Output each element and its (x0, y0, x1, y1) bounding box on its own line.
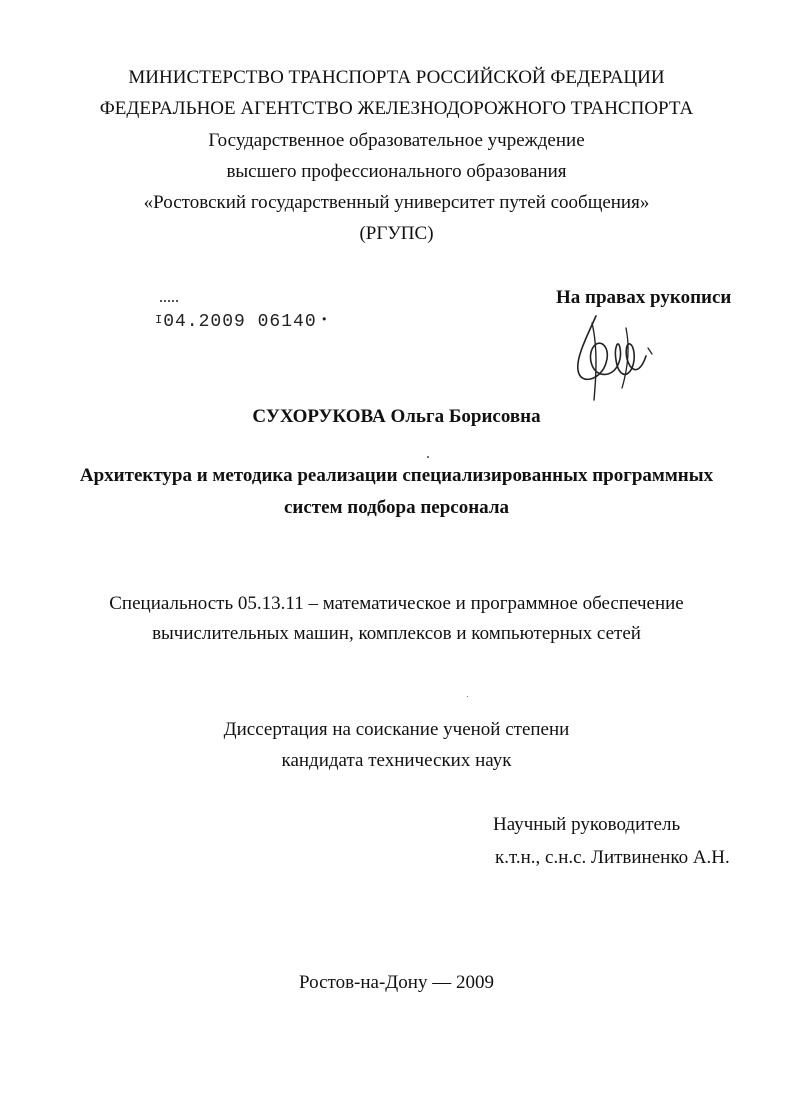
scan-speck (467, 696, 468, 697)
thesis-title-line-2: систем подбора персонала (283, 497, 509, 518)
registration-prefix-mark: I (155, 313, 164, 327)
specialty-line-2: вычислительных машин, комплексов и компьютерных сетей (152, 623, 641, 644)
degree-line-1: Диссертация на соискание ученой степени (223, 719, 570, 740)
place-and-year: Ростов-на-Дону — 2009 (299, 972, 494, 993)
registration-suffix-mark: • (320, 313, 329, 327)
registration-mark (160, 300, 178, 304)
degree-line-2: кандидата технических наук (281, 750, 512, 771)
registration-number (155, 312, 329, 332)
university-name: «Ростовский государственный университет путей сообщения» (143, 192, 650, 213)
supervisor-label: Научный руководитель (493, 814, 681, 835)
thesis-title-line-1: Архитектура и методика реализации специализированных программных (79, 465, 714, 486)
scan-speck (427, 456, 429, 458)
specialty-line-1: Специальность 05.13.11 – математическое и программное обеспечение (109, 593, 684, 614)
university-abbreviation: (РГУПС) (359, 223, 434, 244)
institution-line-2: высшего профессионального образования (226, 161, 567, 182)
institution-line-1: Государственное образовательное учреждение (208, 130, 585, 151)
agency-line: ФЕДЕРАЛЬНОЕ АГЕНТСТВО ЖЕЛЕЗНОДОРОЖНОГО ТРАНСПОРТА (99, 98, 694, 119)
author-name: СУХОРУКОВА Ольга Борисовна (252, 406, 541, 427)
registration-number-text: 04.2009 06140 (163, 312, 317, 332)
supervisor-name: к.т.н., с.н.с. Литвиненко А.Н. (495, 847, 730, 868)
signature-image (556, 308, 666, 403)
manuscript-rights: На правах рукописи (556, 287, 732, 308)
ministry-line: МИНИСТЕРСТВО ТРАНСПОРТА РОССИЙСКОЙ ФЕДЕРАЦИИ (128, 67, 665, 88)
